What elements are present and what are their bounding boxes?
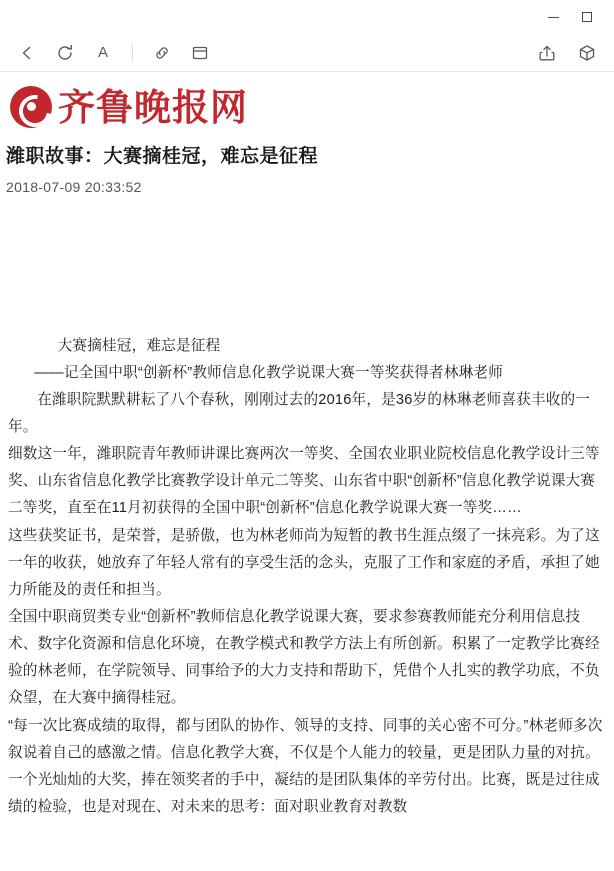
minimize-button[interactable] xyxy=(536,5,570,29)
article-body xyxy=(0,333,614,871)
link-icon[interactable] xyxy=(151,42,173,64)
box-icon[interactable] xyxy=(576,42,598,64)
title-bar xyxy=(0,0,614,34)
site-logo[interactable] xyxy=(10,86,604,128)
article-meta xyxy=(0,134,614,333)
reader-view-icon[interactable] xyxy=(189,42,211,64)
article-paragraph: 全国中职商贸类专业“创新杯”教师信息化教学说课大赛，要求参赛教师能充分利用信息技术、数字化资源和信息化环境，在教学模式和教学方法上有所创新。积累了一定教学比赛经验的林老师，在学院领导、同事给予的大力支持和帮助下，凭借个人扎实的教学功底，不负众望，在大赛中摘得桂冠。 xyxy=(8,609,600,707)
maximize-button[interactable] xyxy=(570,5,604,29)
article-paragraph: 细数这一年，潍职院青年教师讲课比赛两次一等奖、全国农业职业院校信息化教学设计三等奖、山东省信息化教学比赛教学设计单元二等奖、山东省中职“创新杯”信息化教学说课大赛二等奖，直至在11月初获得的全国中职“创新杯”信息化教学说课大赛一等奖…… xyxy=(8,446,600,517)
share-icon[interactable] xyxy=(536,42,558,64)
site-logo-row xyxy=(0,72,614,134)
toolbar-divider xyxy=(132,45,133,61)
back-arrow-icon[interactable] xyxy=(16,42,38,64)
article-paragraph: “每一次比赛成绩的取得，都与团队的协作、领导的支持、同事的关心密不可分。”林老师多次叙说着自己的感激之情。信息化教学大赛，不仅是个人能力的较量，更是团队力量的对抗。一个光灿灿的大奖，捧在领奖者的手中，凝结的是团队集体的辛劳付出。比赛，既是过往成绩的检验，也是对现在、对未来的思考：面对职业教育对教数 xyxy=(8,717,603,815)
site-logo-main-text: 齐鲁晚报 xyxy=(58,84,210,129)
site-logo-suffix-text: 网 xyxy=(210,84,248,129)
site-logo-text xyxy=(58,84,248,129)
article-subtitle-sub: ——记全国中职“创新杯”教师信息化教学说课大赛一等奖获得者林琳老师 xyxy=(34,364,503,381)
publish-timestamp: 2018-07-09 20:33:52 xyxy=(6,178,142,195)
browser-toolbar xyxy=(0,34,614,72)
qilu-evening-news-logo-icon xyxy=(10,86,52,128)
article-subtitle-main: 大赛摘桂冠，难忘是征程 xyxy=(57,337,221,354)
content-gap xyxy=(6,195,608,333)
page-title: 潍职故事：大赛摘桂冠，难忘是征程 xyxy=(6,146,319,167)
reload-icon[interactable] xyxy=(54,42,76,64)
article-paragraph: 这些获奖证书，是荣誉，是骄傲，也为林老师尚为短暂的教书生涯点缀了一抹亮彩。为了这一年的收获，她放弃了年轻人常有的享受生活的念头，克服了工作和家庭的矛盾，承担了她力所能及的责任和担当。 xyxy=(8,527,600,598)
article-paragraph: 在潍职院默默耕耘了八个春秋，刚刚过去的2016年，是36岁的林琳老师喜获丰收的一年。 xyxy=(8,391,591,436)
font-size-button[interactable]: A xyxy=(97,44,108,61)
